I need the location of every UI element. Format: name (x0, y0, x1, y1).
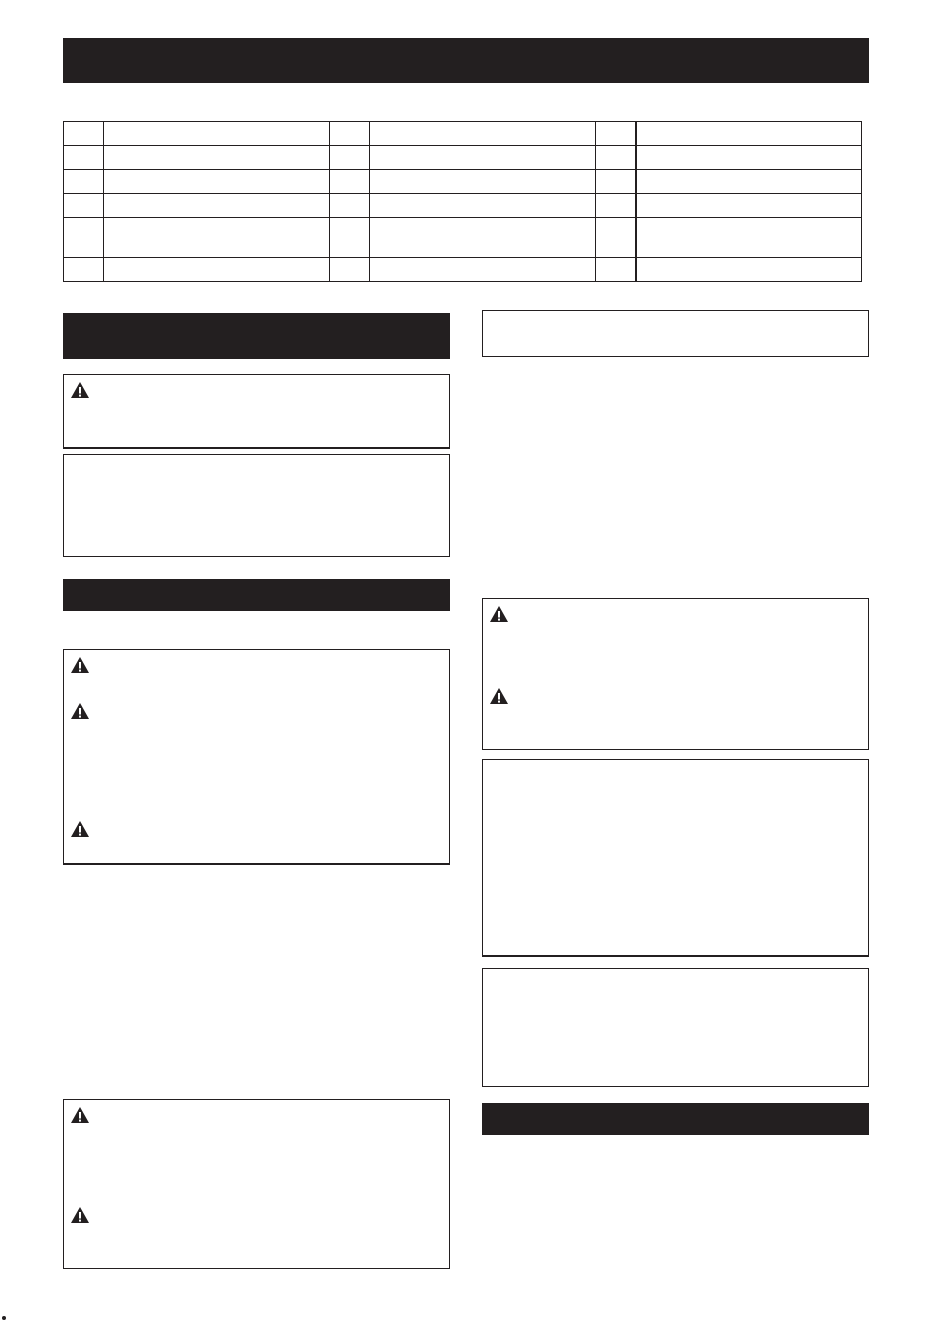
table-cell (64, 218, 104, 258)
warning-triangle-icon (70, 702, 90, 720)
note-box (482, 968, 869, 1087)
table-cell (370, 146, 596, 170)
warning-triangle-icon (70, 656, 90, 674)
table-cell (596, 218, 636, 258)
page-mark (2, 1316, 6, 1320)
table-cell (636, 146, 862, 170)
table-row (64, 146, 862, 170)
table-cell (636, 258, 862, 282)
warning-triangle-icon (70, 1106, 90, 1124)
table-cell (596, 258, 636, 282)
table-cell (64, 146, 104, 170)
warning-box (63, 1099, 450, 1269)
page-title-bar (63, 38, 869, 83)
table-cell (636, 170, 862, 194)
table-cell (64, 170, 104, 194)
table-row (64, 218, 862, 258)
parts-table (63, 121, 862, 282)
section-heading-bar (482, 1103, 869, 1135)
table-cell (104, 218, 330, 258)
table-cell (596, 122, 636, 146)
warning-triangle-icon (489, 605, 509, 623)
table-cell (104, 194, 330, 218)
table-cell (370, 194, 596, 218)
table-cell (330, 146, 370, 170)
table-cell (104, 170, 330, 194)
table-cell (596, 146, 636, 170)
table-cell (330, 258, 370, 282)
table-cell (64, 194, 104, 218)
table-row (64, 122, 862, 146)
table-row (64, 194, 862, 218)
warning-triangle-icon (70, 820, 90, 838)
table-cell (104, 258, 330, 282)
warning-box (63, 649, 450, 865)
table-cell (64, 258, 104, 282)
warning-triangle-icon (70, 381, 90, 399)
note-box (482, 310, 869, 357)
note-box (482, 759, 869, 957)
section-heading-bar-safety (63, 579, 450, 611)
table-cell (596, 194, 636, 218)
table-cell (104, 146, 330, 170)
note-box (63, 454, 450, 557)
table-cell (370, 218, 596, 258)
warning-triangle-icon (489, 687, 509, 705)
table-cell (636, 122, 862, 146)
table-row (64, 258, 862, 282)
table-cell (64, 122, 104, 146)
table-cell (596, 170, 636, 194)
table-cell (104, 122, 330, 146)
table-cell (330, 194, 370, 218)
warning-box (482, 598, 869, 750)
warning-box (63, 374, 450, 449)
table-cell (370, 170, 596, 194)
table-cell (330, 170, 370, 194)
table-cell (330, 122, 370, 146)
table-cell (636, 218, 862, 258)
table-cell (330, 218, 370, 258)
table-cell (370, 122, 596, 146)
table-cell (636, 194, 862, 218)
warning-triangle-icon (70, 1206, 90, 1224)
table-row (64, 170, 862, 194)
table-cell (370, 258, 596, 282)
section-heading-bar-specifications (63, 313, 450, 359)
